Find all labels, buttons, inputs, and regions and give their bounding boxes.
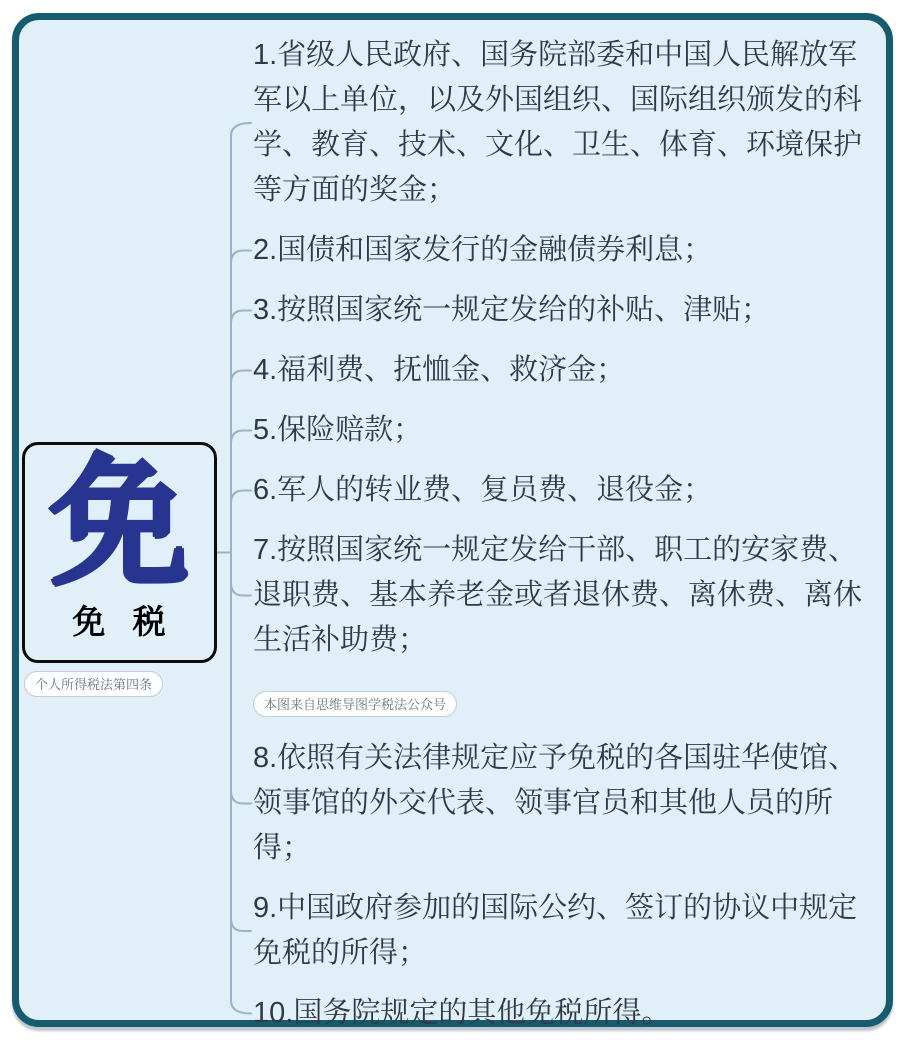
list-item: 8.依照有关法律规定应予免税的各国驻华使馆、领事馆的外交代表、领事官员和其他人员的所得；	[253, 742, 858, 864]
list-item: 5.保险赔款；	[253, 414, 423, 446]
law-article-badge: 个人所得税法第四条	[24, 671, 163, 697]
root-node-label: 免 税	[72, 603, 167, 641]
list-item: 4.福利费、抚恤金、救济金；	[253, 354, 626, 386]
list-item: 1.省级人民政府、国务院部委和中国人民解放军军以上单位，以及外国组织、国际组织颁发的科学、教育、技术、文化、卫生、体育、环境保护等方面的奖金；	[253, 39, 863, 206]
tax-exempt-glyph: 免	[49, 443, 190, 601]
list-item: 6.军人的转业费、复员费、退役金；	[253, 474, 713, 506]
root-node	[22, 442, 217, 663]
list-item: 7.按照国家统一规定发给干部、职工的安家费、退职费、基本养老金或者退休费、离休费、离休生活补助费；	[253, 534, 863, 656]
exemption-list	[253, 33, 867, 1051]
list-item: 3.按照国家统一规定发给的补贴、津贴；	[253, 294, 771, 326]
watermark-badge: 本图来自思维导图学税法公众号	[253, 691, 457, 717]
list-item: 2.国债和国家发行的金融债券利息；	[253, 234, 713, 266]
list-item: 9.中国政府参加的国际公约、签订的协议中规定免税的所得；	[253, 892, 858, 969]
list-item: 10.国务院规定的其他免税所得。	[253, 997, 671, 1029]
